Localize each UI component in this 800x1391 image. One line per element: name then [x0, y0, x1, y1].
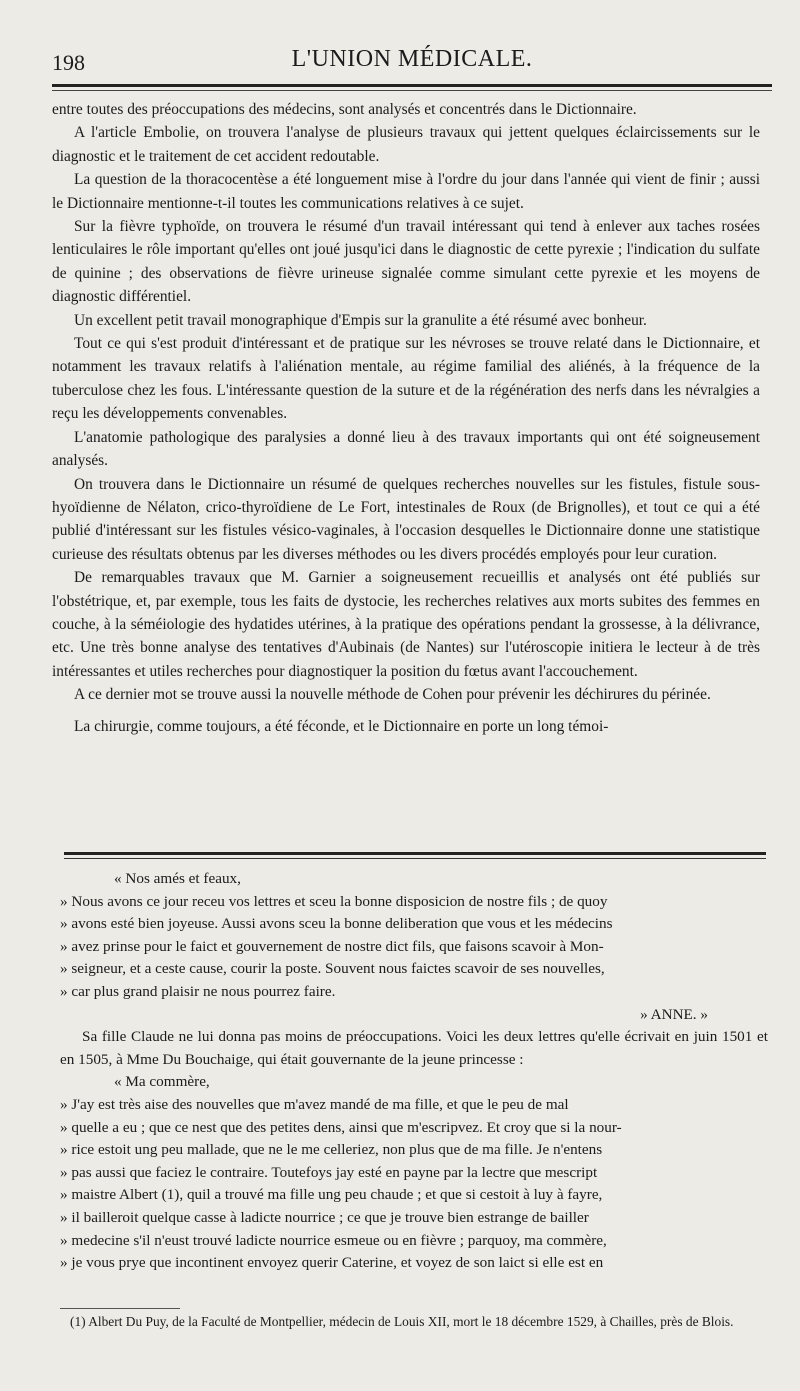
letters-section	[60, 868, 768, 1275]
paragraph: A l'article Embolie, on trouvera l'analyse de plusieurs travaux qui jettent quelques éclaircissements sur le diagnostic et le traitement de cet accident redoutable.	[52, 124, 760, 165]
letter-line: » rice estoit ung peu mallade, que ne le me celleriez, non plus que de ma fille. Je n'entens	[60, 1141, 603, 1159]
paragraph: A ce dernier mot se trouve aussi la nouvelle méthode de Cohen pour prévenir les déchirures du périnée.	[74, 686, 711, 704]
header-rule	[52, 84, 772, 87]
letter-line: » Nous avons ce jour receu vos lettres et sceu la bonne disposicion de nostre fils ; de quoy	[60, 892, 608, 910]
footnote-rule	[60, 1308, 180, 1309]
journal-title: L'UNION MÉDICALE.	[291, 46, 533, 72]
page-number: 198	[52, 50, 85, 75]
section-separator	[64, 852, 766, 855]
letter-line: » il bailleroit quelque casse à ladicte nourrice ; ce que je trouve bien estrange de bailler	[60, 1208, 589, 1226]
running-header	[52, 40, 772, 80]
letter-salutation: « Nos amés et feaux,	[114, 870, 241, 887]
footnote	[60, 1312, 770, 1332]
footnote-text: (1) Albert Du Puy, de la Faculté de Montpellier, médecin de Louis XII, mort le 18 décembre 1529, à Chailles, près de Blois.	[70, 1314, 734, 1329]
article-body	[52, 98, 760, 738]
paragraph: Sur la fièvre typhoïde, on trouvera le résumé d'un travail intéressant qui tend à enlever aux taches rosées lenticulaires le rôle important qu'elles ont joué jusqu'ici dans le diagnostic de cette pyrexie ; l'indication du sulfate de quinine ; des observations de fièvre urineuse signalée comme simulant cette pyrexie et les moyens de diagnostic différentiel.	[52, 218, 760, 306]
paragraph: On trouvera dans le Dictionnaire un résumé de quelques recherches nouvelles sur les fistules, fistule sous-hyoïdienne de Nélaton, crico-thyroïdiene de Le Fort, intestinales de Roux (de Brignolles), et tout ce qui a été publié d'intéressant sur les fistules vésico-vaginales, à l'occasion desquelles le Dictionnaire donne une statistique curieuse des résultats obtenus par les diverses méthodes ou les divers procédés employés pour leur curation.	[52, 475, 760, 563]
letter-line: » avons esté bien joyeuse. Aussi avons sceu la bonne deliberation que vous et les médecins	[60, 915, 613, 933]
letter-signature: » ANNE. »	[640, 1005, 708, 1023]
header-rule-thin	[52, 90, 772, 91]
letter-intro: Sa fille Claude ne lui donna pas moins de préoccupations. Voici les deux lettres qu'elle écrivait en juin 1501 et en 1505, à Mme Du Bouchaige, qui était gouvernante de la jeune princesse :	[60, 1028, 768, 1068]
letter-line: » je vous prye que incontinent envoyez querir Caterine, et voyez de son laict si elle est en	[60, 1254, 604, 1272]
paragraph: entre toutes des préoccupations des médecins, sont analysés et concentrés dans le Dictionnaire.	[52, 101, 637, 118]
letter-line: » seigneur, et a ceste cause, courir la poste. Souvent nous faictes scavoir de ses nouvelles,	[60, 960, 605, 978]
letter-line: » avez prinse pour le faict et gouvernement de nostre dict fils, que faisons scavoir à Mon-	[60, 937, 604, 955]
section-separator-thin	[64, 858, 766, 859]
letter-line: » pas aussi que faciez le contraire. Toutefoys jay esté en payne par la lectre que mescript	[60, 1163, 598, 1181]
letter-line: » maistre Albert (1), quil a trouvé ma fille ung peu chaude ; et que si cestoit à luy à fayre,	[60, 1186, 603, 1204]
paragraph: L'anatomie pathologique des paralysies a donné lieu à des travaux importants qui ont été soigneusement analysés.	[52, 428, 760, 470]
letter-line: » J'ay est très aise des nouvelles que m'avez mandé de ma fille, et que le peu de mal	[60, 1095, 569, 1113]
letter-line: » quelle a eu ; que ce nest que des petites dens, ainsi que m'escripvez. Et croy que si la nour-	[60, 1118, 622, 1136]
paragraph: Tout ce qui s'est produit d'intéressant et de pratique sur les névroses se trouve relaté dans le Dictionnaire, et notamment les travaux relatifs à l'aliénation mentale, au régime familial des aliénés, à la fréquence de la tuberculose chez les fous. L'intéressante question de la suture et de la régénération des nerfs dans les névralgies a reçu les développements convenables.	[52, 335, 760, 423]
letter-salutation: « Ma commère,	[114, 1073, 210, 1091]
paragraph: La chirurgie, comme toujours, a été féconde, et le Dictionnaire en porte un long témoi-	[74, 717, 609, 735]
letter-line: » car plus grand plaisir ne nous pourrez faire.	[60, 982, 336, 1000]
paragraph: La question de la thoracocentèse a été longuement mise à l'ordre du jour dans l'année qui vient de finir ; aussi le Dictionnaire mentionne-t-il toutes les communications relatives à ce sujet.	[52, 171, 760, 212]
paragraph: De remarquables travaux que M. Garnier a soigneusement recueillis et analysés ont été publiés sur l'obstétrique, et, par exemple, tous les faits de dystocie, les recherches relatives aux morts subites des femmes en couche, à la séméiologie des hydatides utérines, à la pratique des opérations pendant la grossesse, à la délivrance, etc. Une très bonne analyse des tentatives d'Aubinais (de Nantes) sur l'utéroscopie initiera le lecteur à de très intéressantes et utiles recherches pour diagnostiquer la position du fœtus avant l'accouchement.	[52, 569, 760, 680]
paragraph: Un excellent petit travail monographique d'Empis sur la granulite a été résumé avec bonheur.	[74, 311, 647, 329]
letter-line: » medecine s'il n'eust trouvé ladicte nourrice esmeue ou en fièvre ; parquoy, ma commère,	[60, 1231, 607, 1249]
